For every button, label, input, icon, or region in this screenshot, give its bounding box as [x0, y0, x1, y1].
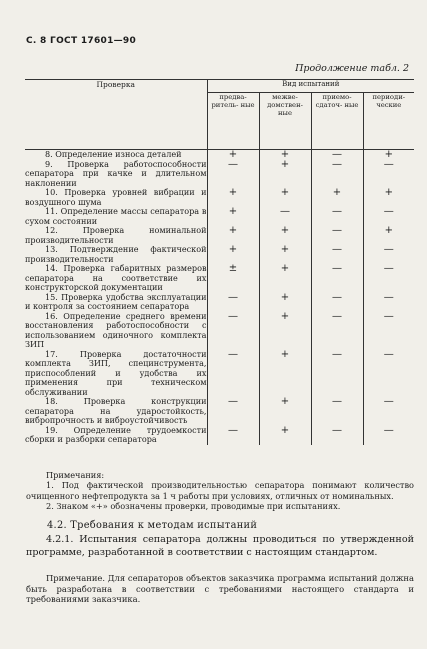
- table-row: [25, 150, 414, 160]
- check-text: 17. Проверка достаточности комплекта ЗИП, специнструмента, приспособлений и удобства их применения при техническом обслуживании: [25, 348, 207, 397]
- test-mark: +: [259, 426, 311, 445]
- test-mark: —: [383, 396, 394, 407]
- test-mark: —: [207, 293, 259, 312]
- table-row: [25, 245, 414, 264]
- table-row: [25, 264, 414, 293]
- test-mark: —: [311, 245, 363, 264]
- test-mark: —: [311, 226, 363, 245]
- test-mark: +: [259, 160, 311, 189]
- table-row: [25, 312, 414, 350]
- check-text: 16. Определение среднего времени восстановления работоспособности с использованием одиночного комплекта ЗИП: [25, 310, 207, 349]
- test-mark: —: [311, 397, 363, 426]
- note-item: 1. Под фактической производительностью сепаратора понимают количество очищенного нефтепродукта за 1 ч работы при условиях, отличных от номинальных.: [26, 480, 414, 501]
- section-note: Примечание. Для сепараторов объектов заказчика программа испытаний должна быть разработана в соответствии с требованиями настоящего стандарта и требованиями заказчика.: [26, 573, 414, 605]
- test-mark: +: [207, 226, 259, 245]
- check-description: [25, 226, 207, 245]
- test-mark: +: [207, 207, 259, 226]
- table-row: [25, 188, 414, 207]
- test-mark: +: [384, 149, 393, 160]
- test-mark: ±: [207, 264, 259, 293]
- table-row: [25, 397, 414, 426]
- check-description: [25, 312, 207, 350]
- test-mark: +: [207, 150, 259, 160]
- check-text: 13. Подтверждение фактической производительности: [25, 244, 207, 264]
- check-text: 8. Определение износа деталей: [45, 149, 182, 159]
- table-row: [25, 350, 414, 398]
- test-mark: —: [207, 397, 259, 426]
- test-mark: +: [259, 264, 311, 293]
- test-mark: —: [311, 150, 363, 160]
- check-text: 15. Проверка удобства эксплуатации и контроля за состоянием сепаратора: [25, 291, 207, 311]
- test-mark: +: [207, 245, 259, 264]
- tests-table: [25, 79, 414, 445]
- page-header: С. 8 ГОСТ 17601—90: [26, 36, 137, 46]
- column-header-test-type: приемо- сдаточ- ные: [311, 93, 363, 150]
- test-mark: —: [311, 426, 363, 445]
- check-description: [25, 160, 207, 189]
- test-mark: —: [311, 293, 363, 312]
- check-description: [25, 426, 207, 445]
- column-header-test-type: межве- домствен- ные: [259, 93, 311, 150]
- check-text: 11. Определение массы сепаратора в сухом состоянии: [25, 206, 207, 226]
- check-description: [25, 350, 207, 398]
- test-mark: +: [259, 312, 311, 350]
- test-mark: —: [383, 263, 394, 274]
- check-description: [25, 245, 207, 264]
- test-mark: +: [384, 225, 393, 236]
- notes-block: [26, 470, 414, 512]
- test-mark: —: [311, 264, 363, 293]
- test-mark: —: [383, 206, 394, 217]
- table-row: [25, 426, 414, 445]
- test-mark: +: [311, 188, 363, 207]
- test-mark: —: [207, 426, 259, 445]
- check-description: [25, 397, 207, 426]
- check-description: [25, 293, 207, 312]
- test-mark: —: [311, 350, 363, 398]
- column-header-check: Проверка: [25, 80, 207, 150]
- check-text: 19. Определение трудоемкости сборки и разборки сепаратора: [25, 424, 207, 444]
- table-continuation-label: Продолжение табл. 2: [295, 63, 409, 74]
- test-mark: +: [259, 226, 311, 245]
- test-mark: +: [259, 188, 311, 207]
- test-mark: —: [207, 160, 259, 189]
- test-mark: —: [207, 312, 259, 350]
- column-header-test-type: предва- ритель- ные: [207, 93, 259, 150]
- section-title: 4.2. Требования к методам испытаний: [47, 520, 258, 531]
- check-description: [25, 150, 207, 160]
- test-mark: —: [311, 160, 363, 189]
- column-group-header: Вид испытаний: [207, 80, 414, 93]
- note-item: 2. Знаком «+» обозначены проверки, проводимые при испытаниях.: [46, 501, 341, 512]
- table-row: [25, 160, 414, 189]
- test-mark: —: [383, 348, 394, 360]
- check-text: 10. Проверка уровней вибрации и воздушного шума: [25, 187, 207, 207]
- test-mark: —: [259, 207, 311, 226]
- table-row: [25, 207, 414, 226]
- test-mark: —: [311, 207, 363, 226]
- column-header-test-type: периоди- ческие: [363, 93, 414, 150]
- test-mark: —: [383, 158, 394, 170]
- test-mark: +: [259, 397, 311, 426]
- test-mark: +: [259, 245, 311, 264]
- test-mark: +: [207, 188, 259, 207]
- test-mark: +: [259, 293, 311, 312]
- check-description: [25, 188, 207, 207]
- test-mark: —: [383, 310, 394, 322]
- notes-title: Примечания:: [46, 470, 105, 480]
- table-row: [25, 226, 414, 245]
- table-row: [25, 293, 414, 312]
- check-description: [25, 207, 207, 226]
- test-mark: —: [383, 244, 394, 255]
- section-body: 4.2.1. Испытания сепаратора должны проводиться по утвержденной программе, разработанной в соответствии с настоящим стандартом.: [26, 534, 414, 559]
- test-mark: —: [311, 312, 363, 350]
- test-mark: —: [383, 424, 394, 436]
- test-mark: +: [384, 187, 393, 198]
- check-text: 14. Проверка габаритных размеров сепаратора на соответствие их конструкторской документации: [25, 263, 207, 292]
- test-mark: —: [207, 350, 259, 398]
- test-mark: +: [259, 350, 311, 398]
- check-description: [25, 264, 207, 293]
- check-text: 9. Проверка работоспособности сепаратора при качке и длительном наклонении: [25, 158, 207, 188]
- test-mark: —: [383, 291, 394, 303]
- test-mark: +: [259, 150, 311, 160]
- check-text: 18. Проверка конструкции сепаратора на ударостойкость, вибропрочность и виброустойчивость: [25, 396, 207, 425]
- check-text: 12. Проверка номинальной производительности: [25, 225, 207, 245]
